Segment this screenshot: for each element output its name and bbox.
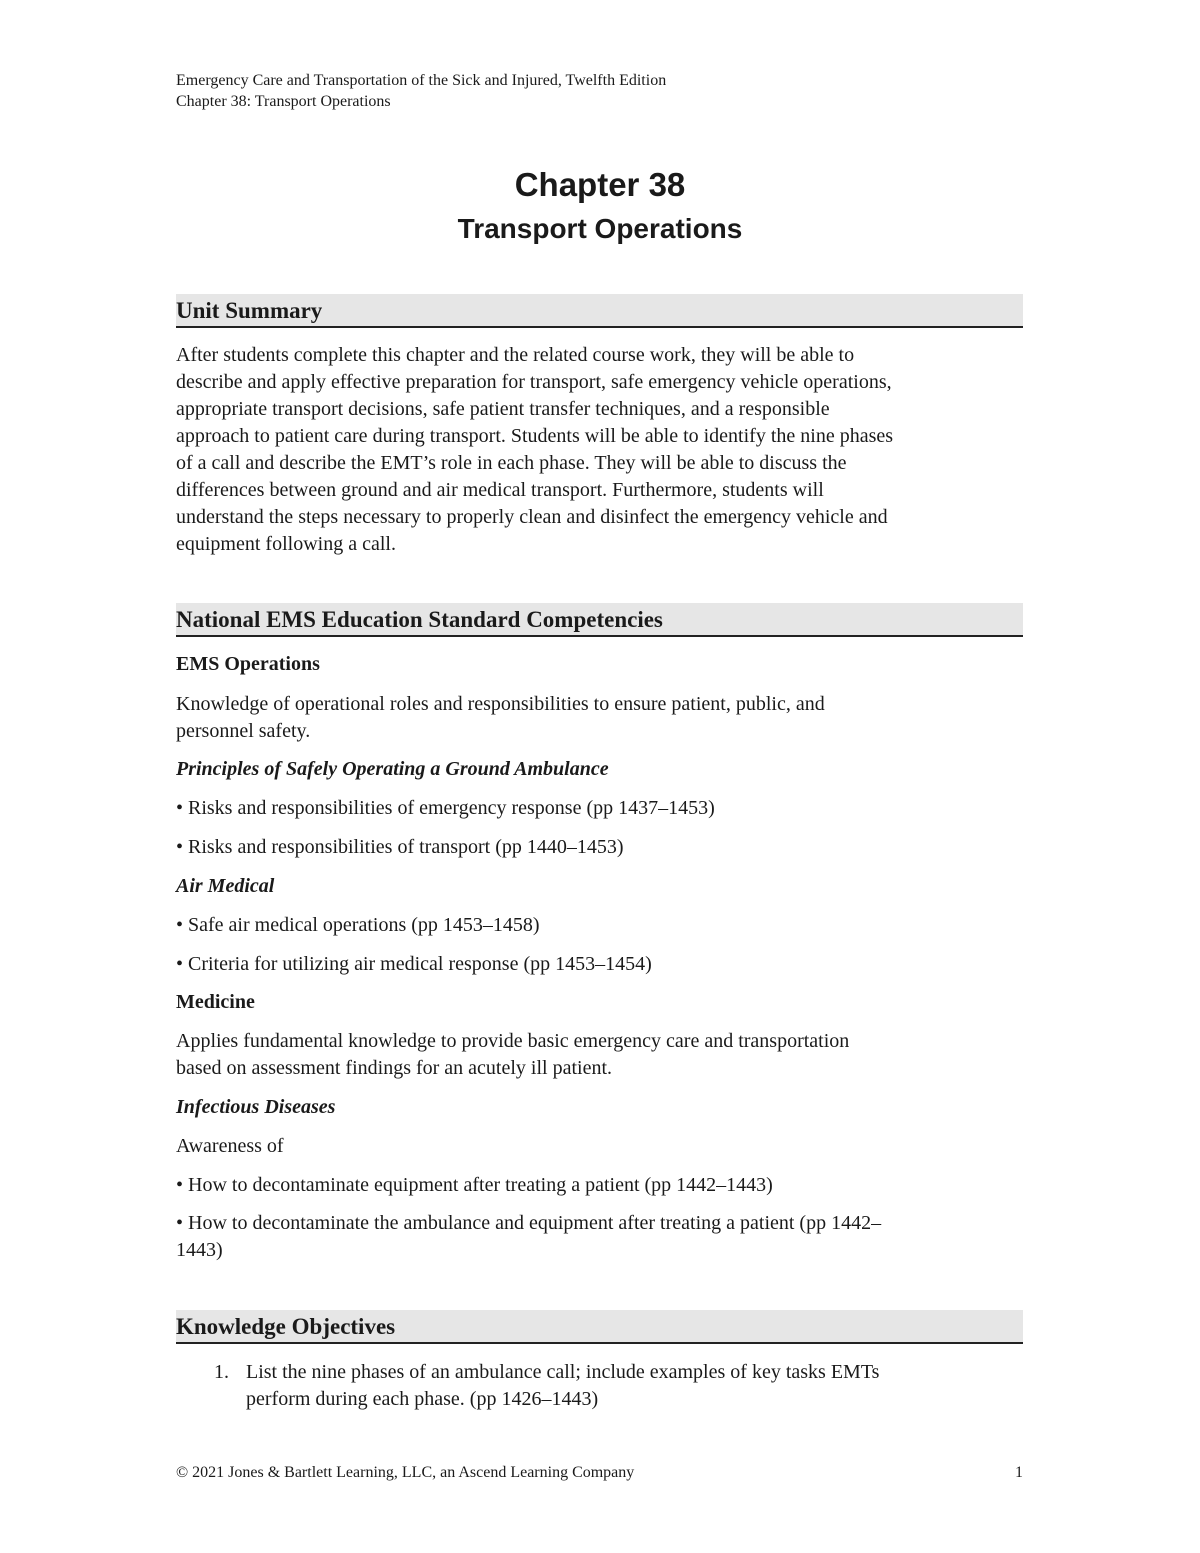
summary-line: understand the steps necessary to properly clean and disinfect the emergency vehicle and bbox=[176, 506, 888, 528]
awareness-label: Awareness of bbox=[176, 1135, 284, 1157]
summary-line: After students complete this chapter and the related course work, they will be able to bbox=[176, 344, 855, 366]
objective-number: 1. bbox=[214, 1361, 229, 1383]
page-number: 1 bbox=[1015, 1464, 1023, 1481]
summary-line: appropriate transport decisions, safe patient transfer techniques, and a responsible bbox=[176, 398, 830, 420]
medicine-line: Applies fundamental knowledge to provide basic emergency care and transportation bbox=[176, 1030, 850, 1052]
summary-line: equipment following a call. bbox=[176, 533, 396, 555]
header-chapter-title: Chapter 38: Transport Operations bbox=[176, 93, 391, 110]
running-header bbox=[176, 70, 666, 112]
ground-bullet: • Risks and responsibilities of emergency response (pp 1437–1453) bbox=[176, 797, 715, 819]
copyright-notice: © 2021 Jones & Bartlett Learning, LLC, an Ascend Learning Company bbox=[176, 1464, 635, 1481]
header-book-title: Emergency Care and Transportation of the Sick and Injured, Twelfth Edition bbox=[176, 72, 667, 89]
knowledge-objectives-heading-bar bbox=[176, 1310, 1023, 1344]
summary-line: differences between ground and air medical transport. Furthermore, students will bbox=[176, 479, 824, 501]
medicine-line: based on assessment findings for an acutely ill patient. bbox=[176, 1057, 613, 1079]
ground-ambulance-heading: Principles of Safely Operating a Ground Ambulance bbox=[176, 758, 609, 780]
medicine-heading: Medicine bbox=[176, 991, 255, 1013]
infectious-bullet-line: 1443) bbox=[176, 1239, 223, 1261]
knowledge-objectives-heading: Knowledge Objectives bbox=[176, 1314, 396, 1339]
competencies-heading: National EMS Education Standard Competencies bbox=[176, 607, 663, 632]
chapter-number: Chapter 38 bbox=[514, 166, 686, 203]
ems-operations-line: personnel safety. bbox=[176, 720, 311, 742]
summary-line: describe and apply effective preparation for transport, safe emergency vehicle operations, bbox=[176, 371, 892, 393]
ems-operations-heading: EMS Operations bbox=[176, 653, 320, 675]
objective-text bbox=[246, 1359, 1006, 1413]
infectious-bullet: • How to decontaminate equipment after treating a patient (pp 1442–1443) bbox=[176, 1174, 773, 1196]
ems-operations-line: Knowledge of operational roles and responsibilities to ensure patient, public, and bbox=[176, 693, 825, 715]
objective-line: List the nine phases of an ambulance call; include examples of key tasks EMTs bbox=[246, 1361, 880, 1383]
unit-summary-heading-bar bbox=[176, 294, 1023, 328]
chapter-title: Transport Operations bbox=[457, 213, 743, 244]
unit-summary-text bbox=[176, 342, 1026, 558]
infectious-diseases-heading: Infectious Diseases bbox=[176, 1096, 336, 1118]
summary-line: approach to patient care during transport. Students will be able to identify the nine phases bbox=[176, 425, 894, 447]
infectious-bullet bbox=[176, 1210, 1026, 1264]
objective-line: perform during each phase. (pp 1426–1443) bbox=[246, 1388, 599, 1410]
air-bullet: • Criteria for utilizing air medical response (pp 1453–1454) bbox=[176, 953, 652, 975]
infectious-bullet-line: • How to decontaminate the ambulance and equipment after treating a patient (pp 1442– bbox=[176, 1212, 882, 1234]
unit-summary-heading: Unit Summary bbox=[176, 298, 323, 323]
medicine-text bbox=[176, 1028, 1026, 1082]
competencies-heading-bar bbox=[176, 603, 1023, 637]
ground-bullet: • Risks and responsibilities of transport (pp 1440–1453) bbox=[176, 836, 624, 858]
air-medical-heading: Air Medical bbox=[176, 875, 275, 897]
air-bullet: • Safe air medical operations (pp 1453–1458) bbox=[176, 914, 540, 936]
summary-line: of a call and describe the EMT’s role in each phase. They will be able to discuss the bbox=[176, 452, 847, 474]
ems-operations-text bbox=[176, 691, 1026, 745]
